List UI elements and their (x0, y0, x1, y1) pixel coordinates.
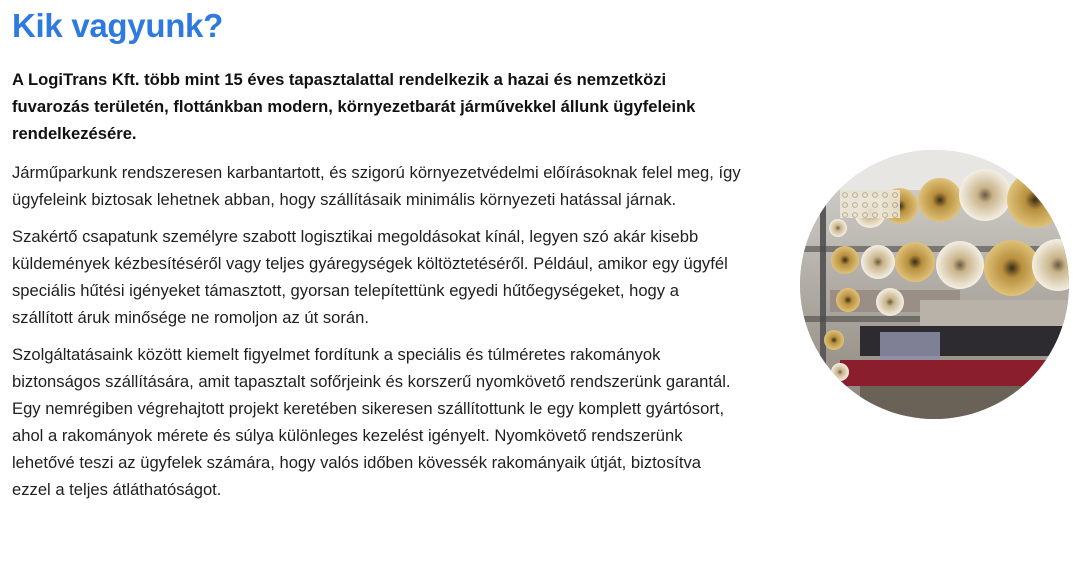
fabric-rolls-illustration (800, 150, 1069, 419)
paragraph-team: Szakértő csapatunk személyre szabott logisztikai megoldásokat kínál, legyen szó akár kisebb küldemények kézbesítéséről vagy teljes gyáregységek költöztetéséről. Például, amikor egy ügyfél speciális hűtési igényeket támasztott, gyorsan telepítettünk egyedi hűtőegységeket, hogy a szállított áruk minősége ne romoljon az út során. (12, 227, 728, 327)
paragraph-fleet: Járműparkunk rendszeresen karbantartott, és szigorú környezetvédelmi előírásoknak felel meg, így ügyfeleink biztosak lehetnek abban, hogy szállításaik minimális környezeti hatással járnak. (12, 163, 741, 209)
section-title: Kik vagyunk? (12, 7, 223, 44)
paragraph-services: Szolgáltatásaink között kiemelt figyelmet fordítunk a speciális és túlméretes rakományok biztonságos szállítására, amit tapasztalt sofőrjeink és korszerű nyomkövető rendszerünk garantál. Egy nemrégiben végrehajtott projekt keretében sikeresen szállítottunk le egy komplett gyártósort, ahol a rakományok mérete és súlya különleges kezelést igényelt. Nyomkövető rendszerünk lehetővé teszi az ügyfelek számára, hogy valós időben kövessék rakományaik útját, biztosítva ezzel a teljes átláthatóságot. (12, 345, 731, 499)
about-content (12, 66, 742, 513)
lead-paragraph: A LogiTrans Kft. több mint 15 éves tapasztalattal rendelkezik a hazai és nemzetközi fuvarozás területén, flottánkban modern, környezetbarát járművekkel állunk ügyfeleink rendelkezésére. (12, 70, 696, 143)
fabric-rolls-photo (800, 150, 1069, 419)
